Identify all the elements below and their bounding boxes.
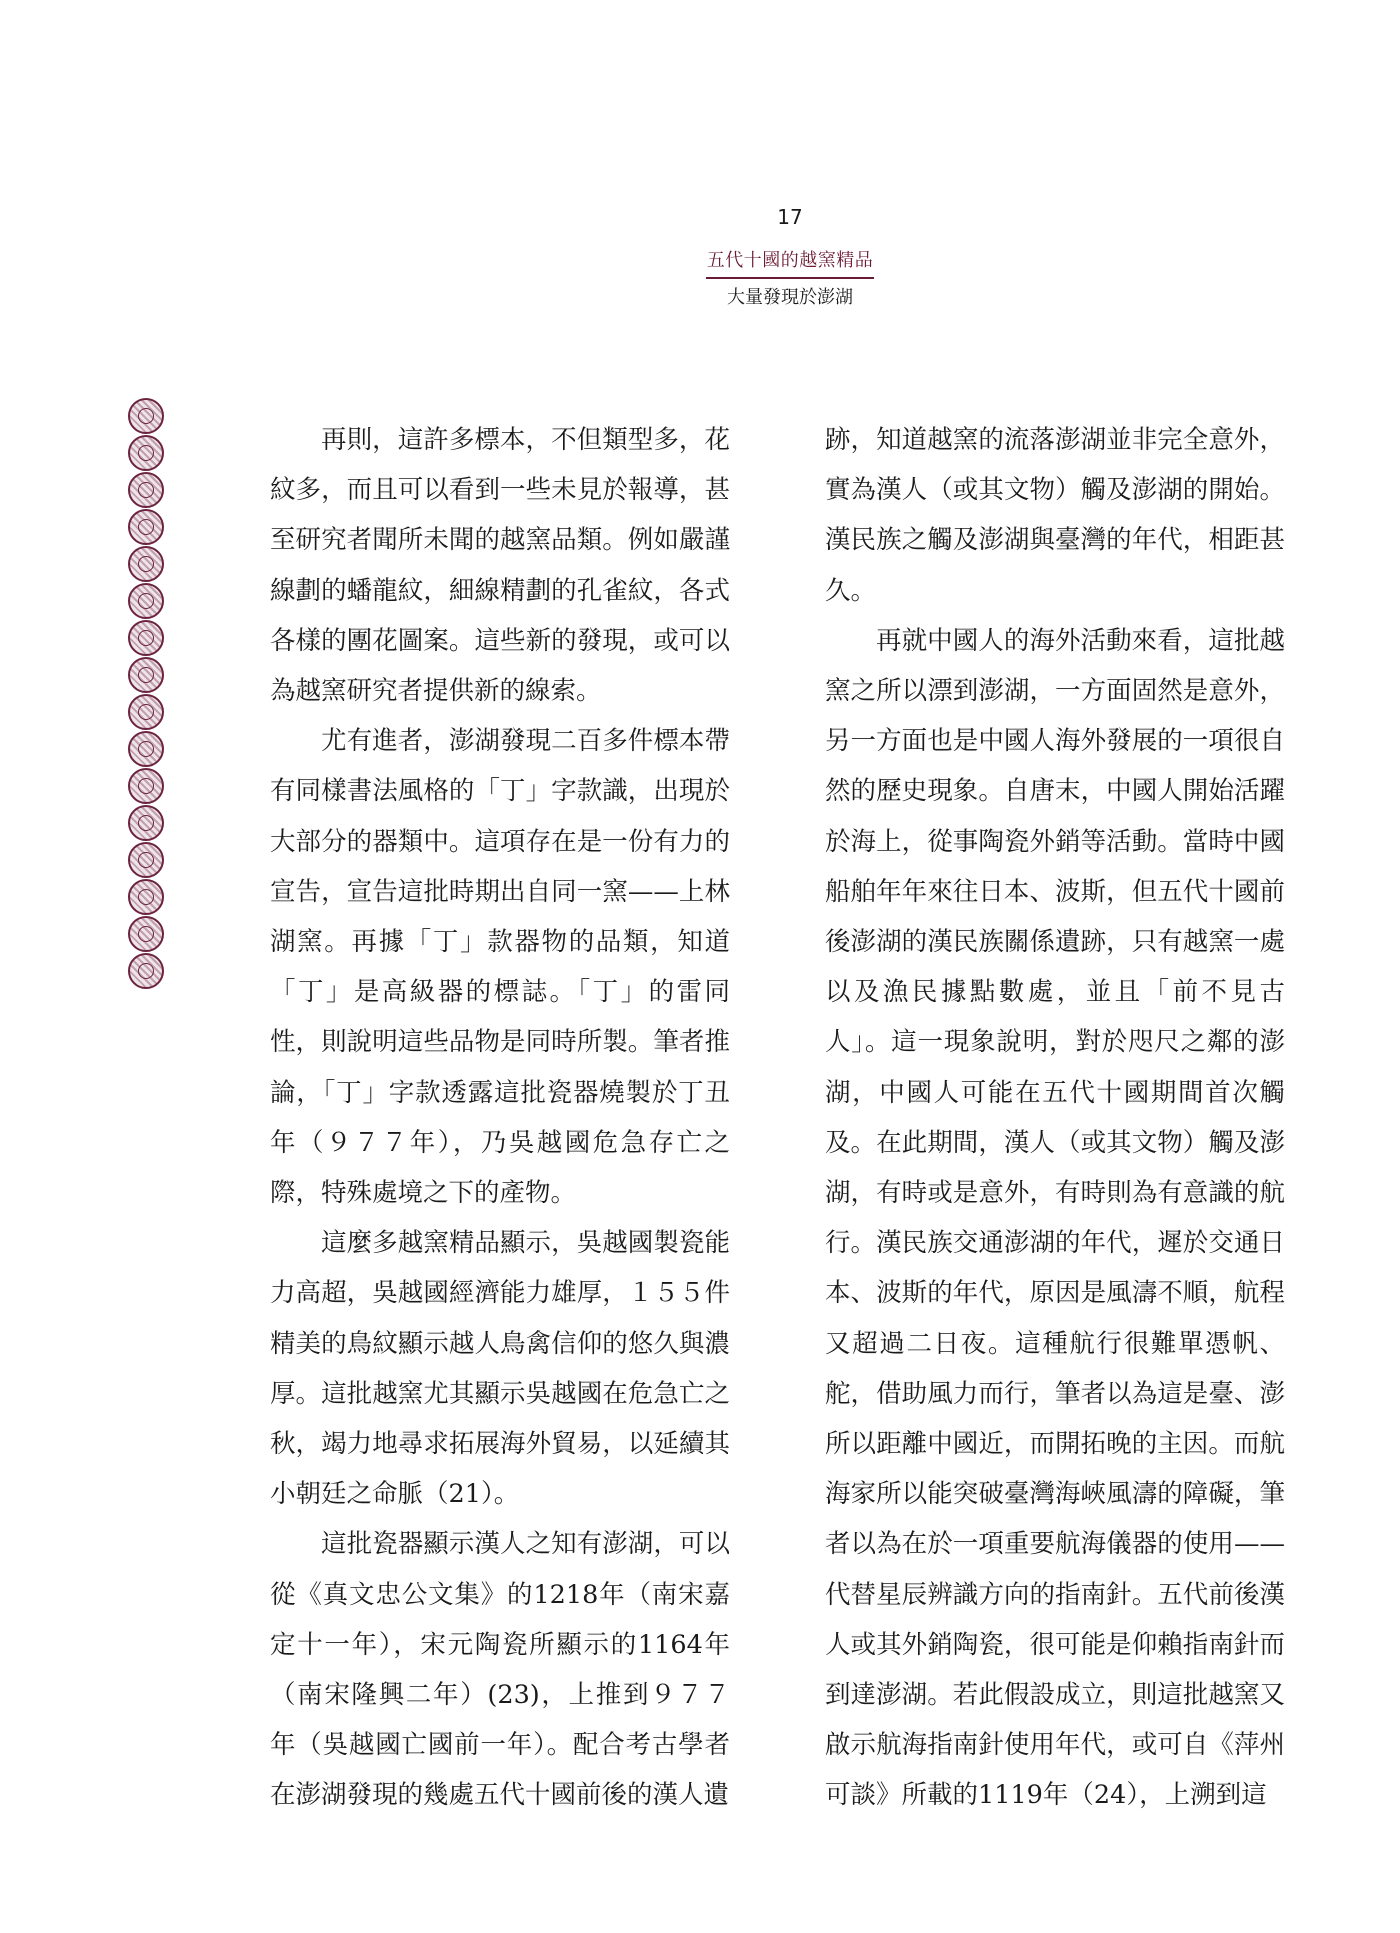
text-column-left — [270, 415, 730, 1821]
seal-icon — [128, 509, 164, 545]
seal-icon — [128, 916, 164, 952]
seal-icon — [128, 583, 164, 619]
seal-icon — [128, 694, 164, 730]
running-header — [700, 246, 880, 309]
seal-icon — [128, 953, 164, 989]
seal-icon — [128, 398, 164, 434]
seal-icon — [128, 472, 164, 508]
running-subtitle: 大量發現於澎湖 — [727, 287, 853, 308]
body-paragraph: 這批瓷器顯示漢人之知有澎湖，可以從《真文忠公文集》的1218年（南宋嘉定十一年），宋元陶瓷所顯示的1164年（南宋隆興二年）(23)，上推到９７７年（吳越國亡國前一年）。配合考古學者在澎湖發現的幾處五代十國前後的漢人遺 — [270, 1529, 730, 1811]
running-title: 五代十國的越窯精品 — [706, 250, 874, 271]
page-number: 17 — [777, 205, 803, 229]
seal-icon — [128, 842, 164, 878]
seal-icon — [128, 731, 164, 767]
seal-icon — [128, 435, 164, 471]
body-paragraph: 再則，這許多標本，不但類型多，花紋多，而且可以看到一些未見於報導，甚至研究者聞所未聞的越窯品類。例如嚴謹線劃的蟠龍紋，細線精劃的孔雀紋，各式各樣的團花圖案。這些新的發現，或可以為越窯研究者提供新的線索。 — [270, 425, 730, 707]
seal-icon — [128, 805, 164, 841]
header-divider — [706, 277, 874, 279]
body-paragraph: 再就中國人的海外活動來看，這批越窯之所以漂到澎湖，一方面固然是意外，另一方面也是中國人海外發展的一項很自然的歷史現象。自唐末，中國人開始活躍於海上，從事陶瓷外銷等活動。當時中國船舶年年來往日本、波斯，但五代十國前後澎湖的漢民族關係遺跡，只有越窯一處以及漁民據點數處，並且「前不見古人」。這一現象說明，對於咫尺之鄰的澎湖，中國人可能在五代十國期間首次觸及。在此期間，漢人（或其文物）觸及澎湖，有時或是意外，有時則為有意識的航行。漢民族交通澎湖的年代，遲於交通日本、波斯的年代，原因是風濤不順，航程又超過二日夜。這種航行很難單憑帆、舵，借助風力而行，筆者以為這是臺、澎所以距離中國近，而開拓晚的主因。而航海家所以能突破臺灣海峽風濤的障礙，筆者以為在於一項重要航海儀器的使用——代替星辰辨識方向的指南針。五代前後漢人或其外銷陶瓷，很可能是仰賴指南針而到達澎湖。若此假設成立，則這批越窯又啟示航海指南針使用年代，或可自《萍州可談》所載的1119年（24），上溯到這 — [825, 625, 1285, 1811]
seal-icon — [128, 768, 164, 804]
seal-icon — [128, 620, 164, 656]
text-column-right — [825, 415, 1285, 1821]
seal-icon — [128, 879, 164, 915]
seal-decoration-column — [128, 398, 168, 990]
seal-icon — [128, 657, 164, 693]
body-paragraph-continuation: 跡，知道越窯的流落澎湖並非完全意外，實為漢人（或其文物）觸及澎湖的開始。漢民族之觸及澎湖與臺灣的年代，相距甚久。 — [825, 425, 1285, 606]
seal-icon — [128, 546, 164, 582]
body-paragraph: 這麼多越窯精品顯示，吳越國製瓷能力高超，吳越國經濟能力雄厚，１５５件精美的鳥紋顯示越人鳥禽信仰的悠久與濃厚。這批越窯尤其顯示吳越國在危急亡之秋，竭力地尋求拓展海外貿易，以延續其小朝廷之命脈（21）。 — [270, 1228, 730, 1510]
body-paragraph: 尤有進者，澎湖發現二百多件標本帶有同樣書法風格的「丁」字款識，出現於大部分的器類中。這項存在是一份有力的宣告，宣告這批時期出自同一窯——上林湖窯。再據「丁」款器物的品類，知道「丁」是高級器的標誌。「丁」的雷同性，則說明這些品物是同時所製。筆者推論，「丁」字款透露這批瓷器燒製於丁丑年（９７７年），乃吳越國危急存亡之際，特殊處境之下的產物。 — [270, 726, 730, 1209]
